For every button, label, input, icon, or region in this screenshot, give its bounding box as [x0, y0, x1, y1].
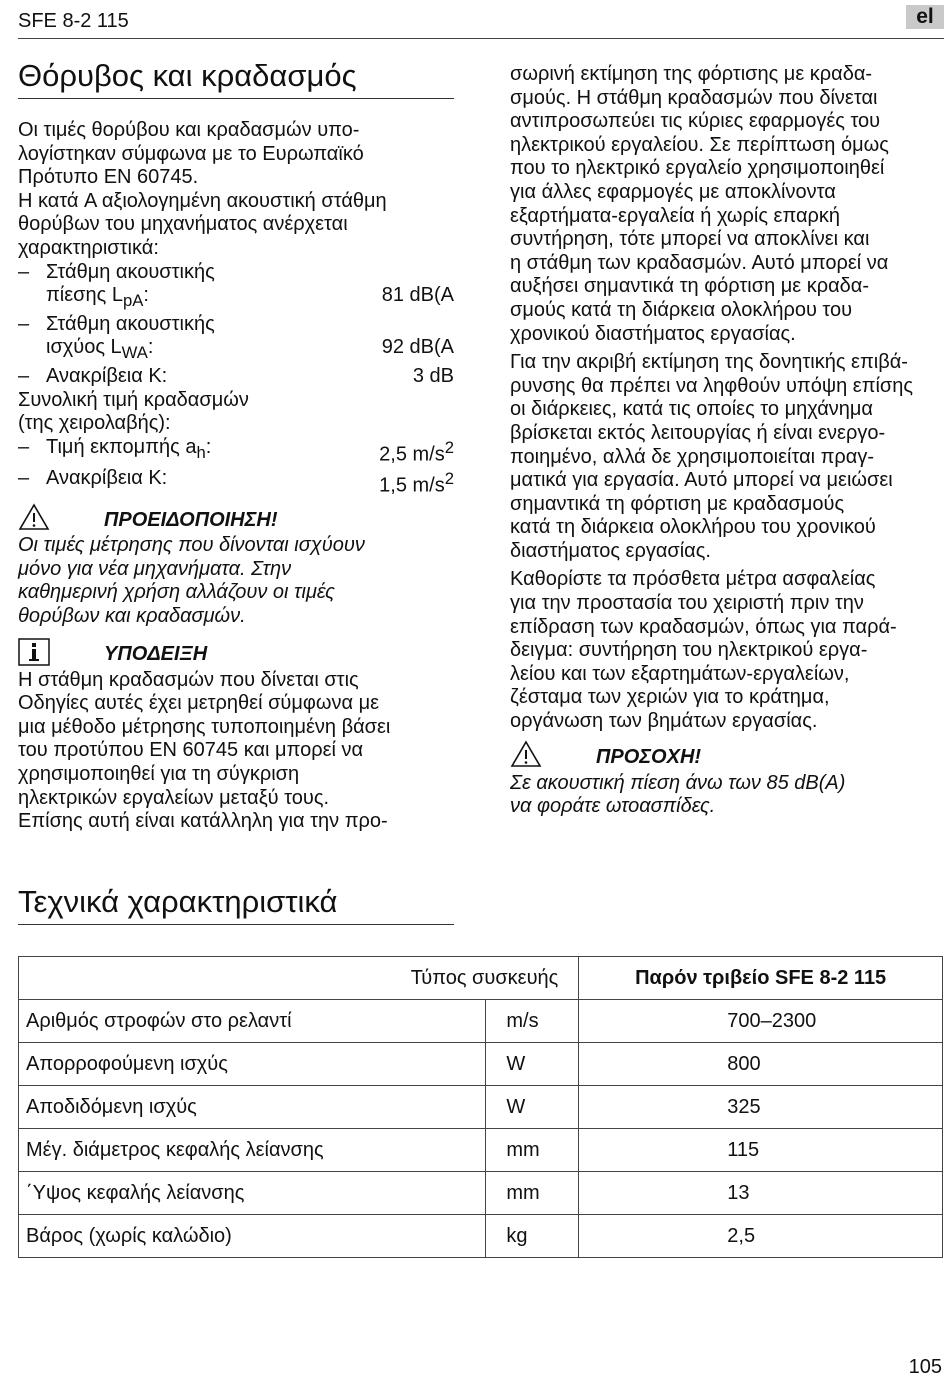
uncertainty-item: – Ανακρίβεια K: 3 dB [18, 364, 454, 387]
text-line: εξαρτήματα-εργαλεία ή χωρίς επαρκή [510, 204, 841, 227]
row-value: 800 [579, 1043, 943, 1086]
table-row [19, 1129, 943, 1172]
warning-line: θορύβων και κραδασμών. [18, 605, 246, 627]
text-line: ματικά για εργασία. Αυτό μπορεί να μειώσει [510, 469, 893, 492]
text-line: αυξήσει σημαντικά τη φόρτιση με κραδα- [510, 275, 870, 298]
sound-power-label: Στάθμη ακουστικής [46, 312, 215, 335]
text-line: ζέσταμα των χεριών για το κράτημα, [510, 686, 830, 709]
page-number: 105 [908, 1356, 942, 1378]
table-row [19, 1000, 943, 1043]
uncertainty-value: 1,5 m/s [379, 474, 445, 497]
warning-triangle-icon [18, 503, 104, 537]
text-line: συντήρηση, τότε μπορεί να αποκλίνει και [510, 228, 870, 251]
row-value: 13 [579, 1172, 943, 1215]
text-line: ποιημένο, αλλά δε χρησιμοποιείται πραγ- [510, 445, 875, 468]
spec-table [18, 956, 943, 1258]
row-value: 325 [579, 1086, 943, 1129]
noise-section-title: Θόρυβος και κραδασμός [18, 58, 357, 93]
language-badge: el [906, 5, 944, 29]
sound-pressure-value: 81 dB(A [381, 284, 454, 307]
table-row [19, 1043, 943, 1086]
warning-line: Οι τιμές μέτρησης που δίνονται ισχύουν [18, 534, 365, 557]
text-line: επίδραση των κραδασμών, όπως για παρά- [510, 615, 897, 638]
text-line: σωρινή εκτίμηση της φόρτισης με κραδα- [510, 63, 873, 85]
intro-line: Πρότυπο EN 60745. [18, 166, 199, 189]
text-line: αντιπροσωπεύει τις κύριες εφαρμογές του [510, 110, 881, 133]
note-line: ηλεκτρικών εργαλείων μεταξύ τους. [18, 786, 330, 809]
note-line: Η στάθμη κραδασμών που δίνεται στις [18, 668, 359, 691]
text-line: για την προστασία του χειριστή πριν την [510, 592, 864, 615]
warning-title: ΠΡΟΕΙΔΟΠΟΙΗΣΗ! [104, 508, 278, 531]
title-underline [18, 924, 454, 925]
row-label: Απορροφούμενη ισχύς [19, 1043, 486, 1086]
row-unit: W [486, 1086, 579, 1129]
warning-header [18, 506, 454, 534]
emission-sup: 2 [444, 437, 454, 457]
text-line: διαστήματος εργασίας. [510, 539, 711, 562]
text-line: η στάθμη των κραδασμών. Αυτό μπορεί να [510, 251, 889, 274]
paragraph [510, 63, 942, 346]
row-value: 700–2300 [579, 1000, 943, 1043]
warning-text [18, 534, 454, 628]
text-line: σμούς κατά τη διάρκεια ολοκλήρου του [510, 298, 853, 321]
tech-section [18, 882, 454, 925]
paragraph [510, 568, 942, 733]
uncertainty-label: Ανακρίβεια K: [46, 364, 168, 387]
row-unit: W [486, 1043, 579, 1086]
intro-line: λογίστηκαν σύμφωνα με το Ευρωπαϊκό [18, 142, 364, 165]
info-icon [18, 638, 104, 672]
sound-pressure-sub: pA [122, 291, 144, 311]
warning-line: μόνο για νέα μηχανήματα. Στην [18, 557, 292, 580]
sound-power-sub: WA [121, 343, 148, 363]
table-row [19, 1086, 943, 1129]
text-line: οι διάρκειες, κατά τις οποίες το μηχάνημα [510, 398, 873, 421]
paragraph [510, 351, 942, 563]
emission-value: 2,5 m/s [379, 443, 445, 466]
row-unit: mm [486, 1129, 579, 1172]
text-line: για άλλες εφαρμογές με αποκλίνοντα [510, 180, 836, 203]
vibration-line: Συνολική τιμή κραδασμών [18, 388, 249, 411]
text-line: σμούς. Η στάθμη κραδασμών που δίνεται [510, 86, 878, 109]
header-model: SFE 8-2 115 [18, 10, 129, 32]
note-title: ΥΠΟΔΕΙΞΗ [104, 643, 208, 666]
sound-pressure-label: Στάθμη ακουστικής [46, 260, 215, 283]
caution-line: Σε ακουστική πίεση άνω των 85 dB(A) [510, 771, 846, 794]
row-label: ΄Υψος κεφαλής λείανσης [19, 1172, 486, 1215]
row-label: Αριθμός στροφών στο ρελαντί [19, 1000, 486, 1043]
header-divider [18, 38, 944, 39]
text-line: Για την ακριβή εκτίμηση της δονητικής επιβά- [510, 351, 908, 374]
sound-pressure-item: – Στάθμη ακουστικής πίεσης $L_{pA}$: 81 dB(A [18, 261, 454, 313]
uncertainty-label: Ανακρίβεια K: [46, 466, 168, 489]
row-label: Αποδιδόμενη ισχύς [19, 1086, 486, 1129]
header-device-type: Τύπος συσκευής [19, 957, 579, 1000]
note-header [18, 641, 454, 669]
intro-line: χαρακτηριστικά: [18, 236, 159, 259]
tech-section-title: Τεχνικά χαρακτηριστικά [18, 884, 338, 919]
emission-item: – Τιμή εκπομπής $a_h$: 2,5 $m/s^2$ [18, 435, 454, 466]
table-row [19, 1215, 943, 1258]
text-line: βρίσκεται εκτός λειτουργίας ή είναι ενεργο- [510, 421, 886, 444]
table-header-row [19, 957, 943, 1000]
note-text [18, 669, 454, 834]
emission-sub: h [196, 442, 206, 462]
text-line: λείου και των εξαρτημάτων-εργαλείων, [510, 662, 850, 685]
text-line: σημαντικά τη φόρτιση με κραδασμούς [510, 492, 845, 515]
text-line: ηλεκτρικού εργαλείου. Σε περίπτωση όμως [510, 133, 889, 156]
row-label: Βάρος (χωρίς καλώδιο) [19, 1215, 486, 1258]
row-unit: m/s [486, 1000, 579, 1043]
text-line: κατά τη διάρκεια ολοκλήρου του χρονικού [510, 516, 876, 539]
text-line: ρυνσης θα πρέπει να ληφθούν υπόψη επίσης [510, 374, 914, 397]
note-line: μια μέθοδο μέτρησης τυποποιημένη βάσει [18, 715, 391, 738]
vibration-line: (της χειρολαβής): [18, 412, 171, 435]
note-line: Επίσης αυτή είναι κατάλληλη για την προ- [18, 810, 388, 833]
intro-line: θορύβων του μηχανήματος ανέρχεται [18, 213, 348, 236]
title-underline [18, 98, 454, 99]
row-label: Μέγ. διάμετρος κεφαλής λείανσης [19, 1129, 486, 1172]
left-column [18, 56, 454, 834]
caution-header [510, 744, 942, 772]
warning-line: καθημερινή χρήση αλλάζουν οι τιμές [18, 581, 335, 604]
intro-line: Η κατά A αξιολογημένη ακουστική στάθμη [18, 189, 387, 212]
right-column [510, 63, 942, 819]
intro-line: Οι τιμές θορύβου και κραδασμών υπο- [18, 119, 360, 141]
row-value: 115 [579, 1129, 943, 1172]
warning-triangle-icon [510, 740, 596, 775]
note-line: του προτύπου EN 60745 και μπορεί να [18, 739, 364, 762]
row-value: 2,5 [579, 1215, 943, 1258]
text-line: οργάνωση των βημάτων εργασίας. [510, 710, 818, 733]
uncertainty-value: 3 dB [412, 364, 454, 387]
header-model-name: Παρόν τριβείο SFE 8-2 115 [579, 957, 943, 1000]
table-row [19, 1172, 943, 1215]
caution-text [510, 772, 942, 819]
note-line: χρησιμοποιηθεί για τη σύγκριση [18, 762, 300, 785]
row-unit: kg [486, 1215, 579, 1258]
sound-power-value: 92 dB(A [381, 336, 454, 359]
text-line: δειγμα: συντήρηση του ηλεκτρικού εργα- [510, 639, 868, 662]
uncertainty-item: – Ανακρίβεια K: 1,5 $m/s^2$ [18, 466, 454, 497]
emission-label: Τιμή εκπομπής a [46, 435, 197, 458]
caution-title: ΠΡΟΣΟΧΗ! [596, 745, 702, 768]
text-line: Καθορίστε τα πρόσθετα μέτρα ασφαλείας [510, 568, 876, 591]
text-line: που το ηλεκτρικό εργαλείο χρησιμοποιηθεί [510, 157, 885, 180]
caution-line: να φοράτε ωτοασπίδες. [510, 795, 716, 818]
uncertainty-sup: 2 [444, 468, 454, 488]
row-unit: mm [486, 1172, 579, 1215]
sound-power-label2: ισχύος L [46, 336, 122, 359]
noise-intro [18, 119, 454, 498]
note-line: Οδηγίες αυτές έχει μετρηθεί σύμφωνα με [18, 692, 380, 715]
sound-pressure-label2: πίεσης L [46, 284, 123, 307]
sound-power-item: – Στάθμη ακουστικής ισχύος $L_{WA}$: 92 dB(A [18, 313, 454, 365]
text-line: χρονικού διαστήματος εργασίας. [510, 322, 796, 345]
